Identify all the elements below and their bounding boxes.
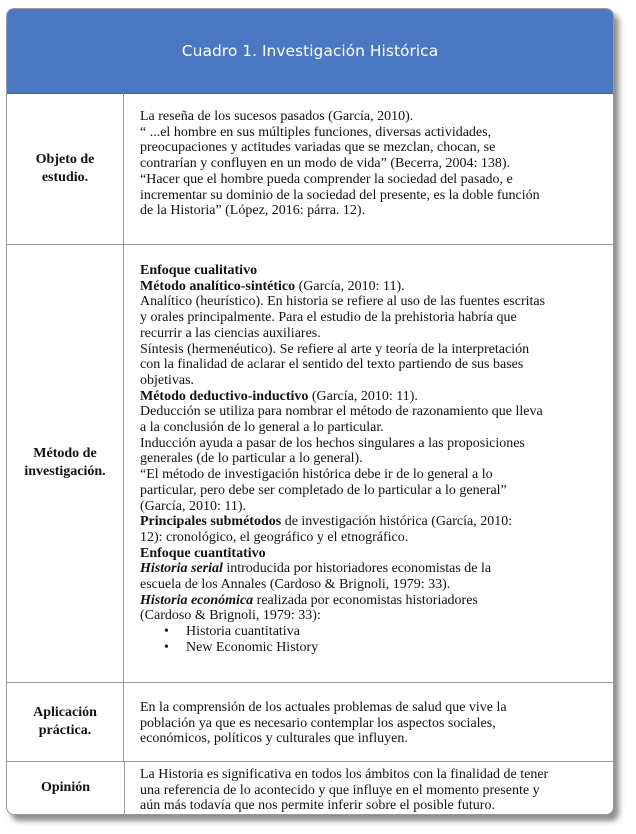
aplicacion-line: población ya que es necesario contemplar los aspectos sociales, — [140, 715, 496, 731]
content-objeto — [140, 109, 608, 219]
table-title: Cuadro 1. Investigación Histórica — [7, 9, 613, 94]
deductivo-line: (García, 2010: 11). — [140, 498, 246, 514]
table-card — [6, 8, 614, 815]
objeto-line: de la Historia” (López, 2016: párra. 12). — [140, 203, 366, 219]
objeto-line: La reseña de los sucesos pasados (García, 2010). — [140, 109, 414, 124]
enfoque-cualitativo: Enfoque cualitativo — [140, 263, 258, 278]
analitico-line: Síntesis (hermenéutico). Se refiere al arte y teoría de la interpretación — [140, 341, 530, 357]
deductivo-line: Inducción ayuda a pasar de los hechos singulares a las proposiciones — [140, 435, 525, 451]
submetodos-rest: de investigación histórica (García, 2010: — [281, 514, 513, 530]
objeto-line: incrementar su dominio de la sociedad del presente, es la doble función — [140, 187, 540, 203]
enfoque-cuantitativo: Enfoque cuantitativo — [140, 545, 266, 561]
submetodos-title: Principales submétodos — [140, 514, 282, 530]
aplicacion-line: económicos, políticos y culturales que influyen. — [140, 731, 408, 747]
deductivo-line: generales (de lo particular a lo general). — [140, 451, 363, 467]
analitico-title: Método analítico-sintético — [140, 278, 296, 294]
row-opinion — [7, 761, 613, 814]
deductivo-line: particular, pero debe ser completado de lo particular a lo general” — [140, 482, 507, 498]
serial-rest: introducida por historiadores economistas de la — [222, 561, 492, 577]
analitico-cite: (García, 2010: 11). — [295, 278, 405, 294]
serial-line: escuela de los Annales (Cardoso & Brignoli, 1979: 33). — [140, 577, 451, 593]
submetodos-line: 12): cronológico, el geográfico y el etnográfico. — [140, 529, 409, 545]
economica-rest: realizada por economistas historiadores — [253, 592, 478, 608]
serial-heading — [140, 561, 608, 577]
analitico-heading — [140, 279, 608, 295]
row-aplicacion — [7, 682, 613, 762]
economica-line: (Cardoso & Brignoli, 1979: 33): — [140, 608, 321, 624]
economica-bullets — [140, 624, 608, 655]
bullet-item: • Historia cuantitativa — [140, 624, 608, 640]
opinion-line: La Historia es significativa en todos los ámbitos con la finalidad de tener — [140, 767, 549, 782]
label-aplicacion: Aplicación práctica. — [7, 682, 124, 761]
label-opinion: Opinión — [7, 761, 125, 814]
objeto-line: preocupaciones y actitudes variadas que se mezclan, chocan, se — [140, 140, 496, 156]
analitico-line: recurrir a las ciencias auxiliares. — [140, 325, 321, 341]
analitico-line: objetivas. — [140, 372, 195, 388]
bullet-item: • New Economic History — [140, 640, 608, 656]
deductivo-title: Método deductivo-inductivo — [140, 388, 309, 404]
content-aplicacion — [140, 700, 608, 747]
economica-title: Historia económica — [140, 592, 254, 608]
objeto-line: “ ...el hombre en sus múltiples funciones, diversas actividades, — [140, 124, 492, 140]
objeto-line: contrarían y confluyen en un modo de vida” (Becerra, 2004: 138). — [140, 156, 511, 172]
analitico-line: y orales principalmente. Para el estudio de la prehistoria habría que — [140, 310, 517, 326]
label-metodo: Método de investigación. — [7, 244, 124, 682]
analitico-line: con la finalidad de aclarar el sentido del texto partiendo de sus bases — [140, 357, 524, 373]
row-metodo — [7, 244, 613, 683]
opinion-line: aún más todavía que nos permite inferir sobre el posible futuro. — [140, 798, 495, 814]
deductivo-cite: (García, 2010: 11). — [308, 388, 418, 404]
objeto-line: “Hacer que el hombre pueda comprender la sociedad del pasado, e — [140, 171, 513, 187]
deductivo-line: Deducción se utiliza para nombrar el método de razonamiento que lleva — [140, 404, 543, 420]
submetodos-heading — [140, 514, 608, 530]
economica-heading — [140, 593, 608, 609]
content-metodo — [140, 263, 608, 656]
deductivo-line: “El método de investigación histórica debe ir de lo general a lo — [140, 467, 493, 483]
aplicacion-line: En la comprensión de los actuales problemas de salud que vive la — [140, 700, 507, 715]
opinion-line: una referencia de lo acontecido y que influye en el momento presente y — [140, 782, 540, 798]
deductivo-heading — [140, 389, 608, 405]
serial-title: Historia serial — [140, 561, 223, 577]
content-opinion — [140, 767, 608, 814]
deductivo-line: a la conclusión de lo general a lo particular. — [140, 420, 384, 436]
row-objeto — [7, 93, 613, 245]
label-objeto: Objeto de estudio. — [7, 93, 124, 244]
analitico-line: Analítico (heurístico). En historia se refiere al uso de las fuentes escritas — [140, 294, 546, 310]
